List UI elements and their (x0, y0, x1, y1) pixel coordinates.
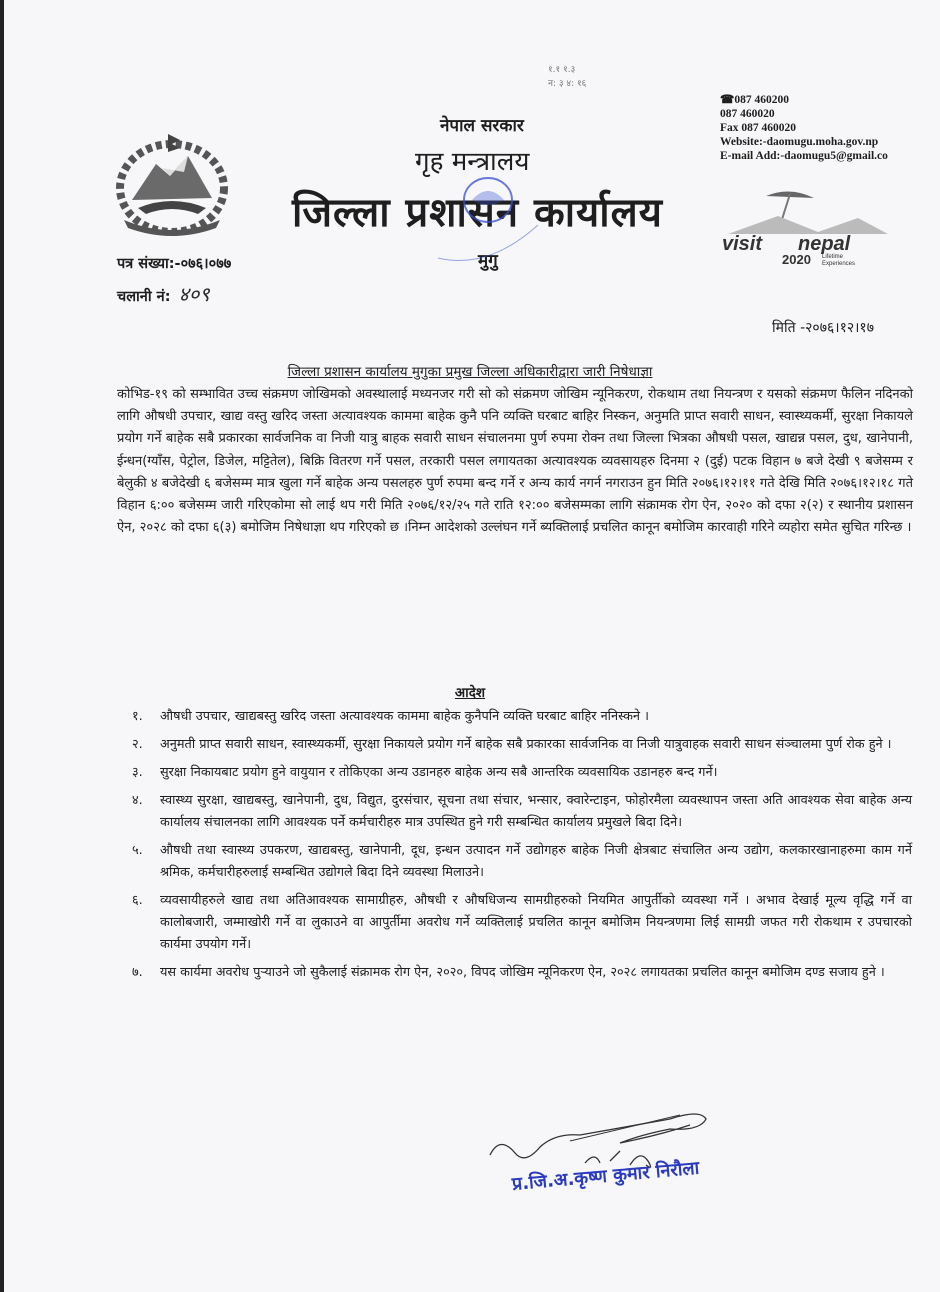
order-number: १. (132, 709, 143, 724)
letter-number-value: ०७६।०७७ (180, 256, 232, 272)
dispatch-number (117, 280, 210, 307)
website[interactable]: Website:-daomugu.moha.gov.np (720, 136, 879, 148)
letter-number (117, 253, 231, 273)
order-text: व्यवसायीहरुले खाद्य तथा अतिआवश्यक सामाग्रीहरु, औषधी र औषधिजन्य सामग्रीहरुको नियमित आपुर्तीको व्यवस्था गर्ने । अभाव देखाई मूल्य वृद्धि गर्ने वा कालोबजारी, जम्माखोरी गर्ने वा लुकाउने वा आपुर्तीमा अवरोध गर्ने व्यक्तिलाई प्रचलित कानून बमोजिम नियन्त्रणमा लिई सामग्री जफत गरी रोकथाम र उपचारको कार्यमा उपयोग गर्ने। (160, 893, 912, 952)
subject-heading: जिल्ला प्रशासन कार्यालय मुगुका प्रमुख जिल्ला अधिकारीद्वारा जारी निषेधाज्ञा (287, 364, 653, 380)
order-text: औषधी उपचार, खाद्यबस्तु खरिद जस्ता अत्यावश्यक काममा बाहेक कुनैपनि व्यक्ति घरबाट बाहिर ननिस्कने । (160, 709, 649, 724)
order-text: सुरक्षा निकायबाट प्रयोग हुने वायुयान र तोकिएका अन्य उडानहरु बाहेक अन्य सबै आन्तरिक व्यवसायिक उडानहरु बन्द गर्ने। (160, 765, 718, 780)
order-number: ७. (132, 965, 143, 980)
body-paragraph: कोभिड-१९ को सम्भावित उच्च संक्रमण जोखिमको अवस्थालाई मध्यनजर गरी सो को संक्रमण जोखिम न्यूनिकरण, रोकथाम तथा नियन्त्रण र यसको संक्रमण फैलिन नदिनको लागि औषधी उपचार, खाद्य वस्तु खरिद जस्ता अत्यावश्यक काममा बाहेक कुनै पनि व्यक्ति घरबाट बाहिर निस्कन, अनुमति प्राप्त सवारी साधन, स्वास्थ्यकर्मी, सुरक्षा निकायले प्रयोग गर्ने बाहेक सबै प्रकारका सार्वजनिक वा निजी यात्रु बाहक सवारी साधन संचालनमा पुर्ण रुपमा रोक्न तथा जिल्ला भित्रका औषधी पसल, खाद्यन्न पसल, दुध, खानेपानी, ईन्धन(ग्याँस, पेट्रोल, डिजेल, मट्टितेल), बिक्रि वितरण गर्ने पसल, तरकारी पसल लगायतका अत्यावश्यक व्यवसायहरु दिनमा २ (दुई) पटक विहान ७ बजे देखी ९ बजेसम्म र बेलुकी ४ बजेदेखी ६ बजेसम्म मात्र खुला गर्ने बाहेक अन्य पसलहरु पुर्ण रुपमा बन्द गर्ने र अन्य कार्य नगर्न नगराउन हुन मिति २०७६।१२।११ गते देखि मिति २०७६।१२।१८ गते विहान ६:०० बजेसम्म जारी गरिएकोमा सो लाई थप गरी मिति २०७६/१२/२५ गते राति १२:०० बजेसम्मका लागि संक्रामक रोग ऐन, २०२० को दफा २(२) र स्थानीय प्रशासन ऐन, २०२८ को दफा ६(३) बमोजिम निषेधाज्ञा थप गरिएको छ ।निम्न आदेशको उल्लंघन गर्ने ब्यक्तिलाई प्रचलित कानून बमोजिम कारवाही गरिने व्यहोरा समेत सुचित गरिन्छ । (117, 387, 913, 536)
district-name: मुगु (478, 251, 498, 271)
visit-nepal-logo (718, 188, 908, 268)
email[interactable]: E-mail Add:-daomugu5@gmail.co (720, 150, 888, 162)
order-number: २. (132, 737, 143, 752)
phone-1: 087 460200 (734, 94, 789, 106)
letter-date: मिति -२०७६।१२।१७ (772, 320, 874, 336)
order-text: अनुमती प्राप्त सवारी साधन, स्वास्थ्यकर्मी, सुरक्षा निकायले प्रयोग गर्ने बाहेक सबै प्रकारका सार्वजनिक वा निजी यात्रुवाहक सवारी साधन संञ्चालमा पुर्ण रोक हुने । (160, 737, 892, 752)
dispatch-number-label: चलानी नं: (117, 289, 171, 305)
nepal-emblem-icon (108, 128, 236, 240)
signer-name: प्र.जि.अ.कृष्ण कुमार निरौला (511, 1157, 701, 1195)
svg-text:Experiences: Experiences (822, 261, 856, 267)
dispatch-number-value: ४०९ (178, 282, 210, 306)
order-item (132, 762, 912, 784)
orders-list (132, 706, 912, 990)
phone-icon: ☎ (720, 94, 735, 106)
scan-edge (0, 0, 4, 1292)
svg-text:nepal: nepal (798, 233, 851, 255)
fax: Fax 087 460020 (720, 122, 797, 134)
order-text: औषधी तथा स्वास्थ्य उपकरण, खाद्यबस्तु, खानेपानी, दूध, इन्धन उत्पादन गर्ने उद्योगहरु बाहेक निजी क्षेत्रबाट संचालित अन्य उद्योग, कलकारखानाहरुमा काम गर्ने श्रमिक, कर्मचारीहरुलाई सम्बन्धित उद्योगले बिदा दिने व्यवस्था मिलाउने। (160, 843, 912, 880)
order-item (132, 706, 912, 728)
faint-marks (548, 63, 586, 91)
order-item (132, 840, 912, 884)
order-text: यस कार्यमा अवरोध पुर्‍याउने जो सुकैलाई संक्रामक रोग ऐन, २०२०, विपद जोखिम न्यूनिकरण ऐन, २०२८ लगायतका प्रचलित कानून बमोजिम दण्ड सजाय हुने । (160, 965, 885, 980)
order-item (132, 962, 912, 984)
government-name: नेपाल सरकार (440, 116, 524, 136)
svg-text:2020: 2020 (782, 252, 811, 267)
faint-mark: न: ३ ४: १६ (548, 79, 587, 89)
order-number: ५. (132, 843, 143, 858)
order-number: ४. (132, 793, 143, 808)
faint-mark: १.१ १.३ (548, 65, 576, 75)
order-number: ३. (132, 765, 143, 780)
phone-2: 087 460020 (720, 108, 775, 120)
order-text: स्वास्थ्य सुरक्षा, खाद्यबस्तु, खानेपानी, दुध, विद्युत, दुरसंचार, सूचना तथा संचार, भन्सार, क्वारेन्टाइन, फोहोरमैला व्यवस्थापन जस्ता अति आवश्यक सेवा बाहेक अन्य कार्यालय संचालनका लागि आवश्यक पर्ने कर्मचारीहरु मात्र उपस्थित हुने गरी सम्बन्धित कार्यालय प्रमुखले बिदा दिने। (160, 793, 912, 830)
order-item (132, 734, 912, 756)
ministry-name: गृह मन्त्रालय (415, 147, 530, 177)
office-name: जिल्ला प्रशासन कार्यालय (292, 190, 663, 236)
order-item (132, 790, 912, 834)
office-stamp-icon (428, 170, 548, 285)
order-number: ६. (132, 893, 143, 908)
svg-text:visit: visit (722, 233, 763, 255)
letter-number-label: पत्र संख्या:- (117, 256, 181, 272)
svg-text:Lifetime: Lifetime (822, 254, 844, 260)
orders-heading: आदेश (454, 685, 486, 701)
order-item (132, 890, 912, 956)
contact-block (720, 93, 888, 163)
